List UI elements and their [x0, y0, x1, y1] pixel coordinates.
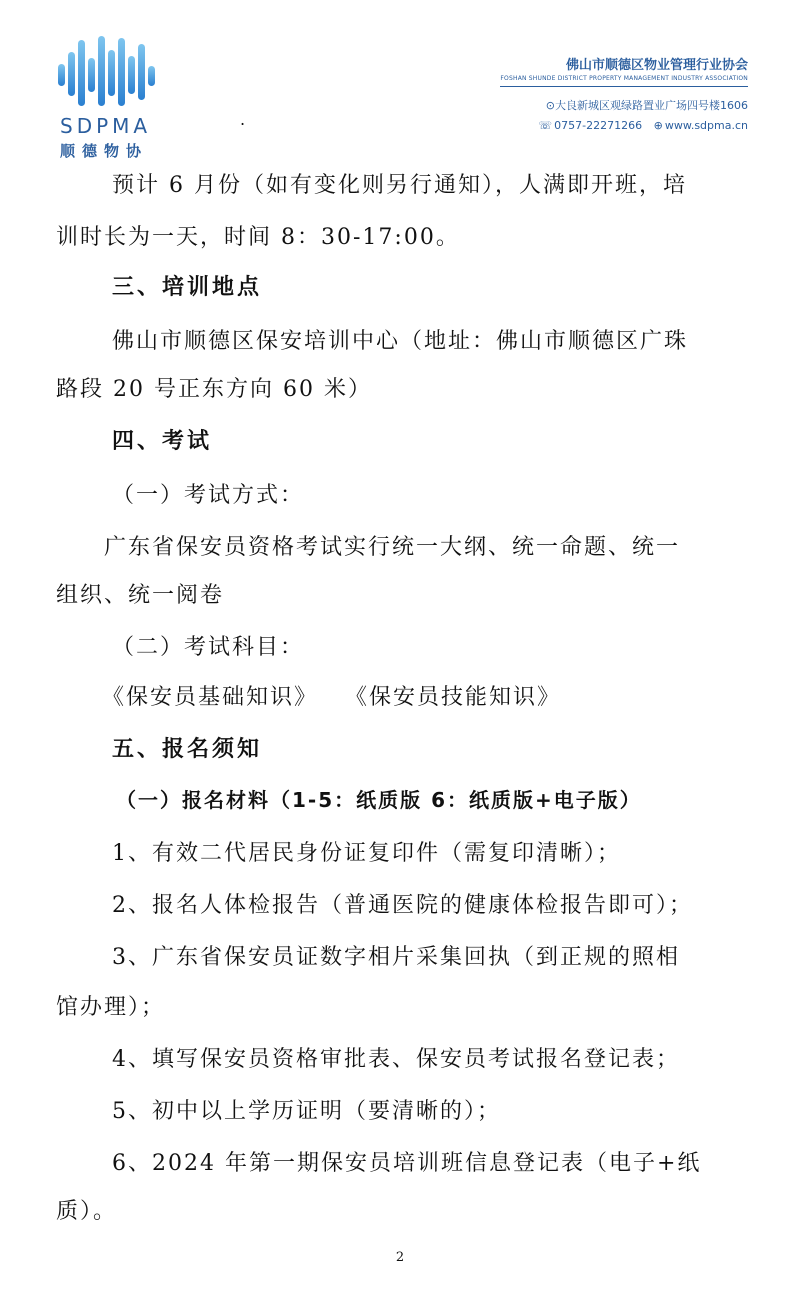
list-item: 4、填写保安员资格审批表、保安员考试报名登记表； — [112, 1047, 680, 1072]
subsection-heading: （一）报名材料（1-5：纸质版 6：纸质版+电子版） — [116, 788, 642, 812]
address-line — [500, 97, 748, 113]
text-line: 佛山市顺德区保安培训中心（地址：佛山市顺德区广珠 — [112, 329, 689, 354]
text-line: 《保安员基础知识》 《保安员技能知识》 — [102, 685, 561, 710]
list-item: 3、广东省保安员证数字相片采集回执（到正规的照相 — [112, 945, 680, 970]
org-name-en: FOSHAN SHUNDE DISTRICT PROPERTY MANAGEMENT INDUSTRY ASSOCIATION — [500, 75, 748, 87]
list-item-continued: 馆办理）； — [56, 995, 166, 1020]
stray-dot: . — [240, 110, 246, 129]
logo-text-cn: 顺德物协 — [60, 142, 149, 160]
text-line: 路段 20 号正东方向 60 米） — [56, 377, 372, 402]
sdpma-logo — [56, 36, 166, 160]
list-item-continued: 质）。 — [56, 1199, 118, 1224]
contact-line — [500, 119, 748, 132]
list-item: 2、报名人体检报告（普通医院的健康体检报告即可）； — [112, 893, 693, 918]
text-line: 训时长为一天，时间 8：30-17:00。 — [56, 225, 460, 250]
section-heading: 四、考试 — [112, 429, 213, 454]
text-line: 广东省保安员资格考试实行统一大纲、统一命题、统一 — [104, 535, 681, 560]
address-text: 大良新城区观绿路置业广场四号楼1606 — [555, 99, 748, 112]
website-text: www.sdpma.cn — [664, 119, 748, 132]
page-number: 2 — [395, 1250, 405, 1265]
text-line: 预计 6 月份（如有变化则另行通知），人满即开班，培 — [112, 173, 687, 198]
section-heading: 五、报名须知 — [112, 737, 263, 762]
list-item: 1、有效二代居民身份证复印件（需复印清晰）； — [112, 841, 621, 866]
subsection-heading: （二）考试科目： — [112, 635, 305, 660]
logo-bars-icon — [56, 36, 156, 108]
subsection-heading: （一）考试方式： — [112, 483, 305, 508]
text-line: 组织、统一阅卷 — [56, 583, 225, 608]
section-heading: 三、培训地点 — [112, 275, 263, 300]
phone-text: 0757-22271266 — [554, 119, 643, 132]
globe-icon: ⊕ — [653, 119, 663, 132]
phone-icon: ☏ — [538, 119, 553, 132]
logo-text-en: SDPMA — [60, 114, 152, 138]
list-item: 6、2024 年第一期保安员培训班信息登记表（电子+纸 — [112, 1151, 702, 1176]
location-pin-icon: ⊙ — [545, 99, 555, 112]
list-item: 5、初中以上学历证明（要清晰的）； — [112, 1099, 501, 1124]
letterhead-contact — [500, 54, 748, 132]
org-name: 佛山市顺德区物业管理行业协会 — [565, 58, 748, 73]
